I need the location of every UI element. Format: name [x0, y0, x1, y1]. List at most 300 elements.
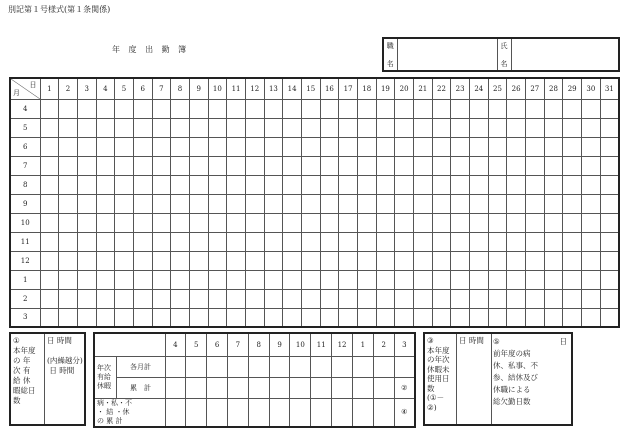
attendance-cell[interactable]: [96, 232, 115, 251]
attendance-cell[interactable]: [227, 194, 246, 213]
attendance-cell[interactable]: [301, 308, 320, 327]
attendance-cell[interactable]: [264, 213, 283, 232]
attendance-cell[interactable]: [301, 289, 320, 308]
attendance-cell[interactable]: [357, 118, 376, 137]
attendance-cell[interactable]: [208, 137, 227, 156]
attendance-cell[interactable]: [152, 270, 171, 289]
attendance-cell[interactable]: [227, 251, 246, 270]
attendance-cell[interactable]: [59, 118, 78, 137]
attendance-cell[interactable]: [40, 251, 59, 270]
summary-cell[interactable]: ②: [394, 377, 415, 398]
attendance-cell[interactable]: [451, 232, 470, 251]
attendance-cell[interactable]: [507, 194, 526, 213]
attendance-cell[interactable]: [451, 308, 470, 327]
summary-cell[interactable]: [332, 356, 353, 377]
attendance-cell[interactable]: [376, 289, 395, 308]
attendance-cell[interactable]: [600, 99, 619, 118]
attendance-cell[interactable]: [115, 251, 134, 270]
attendance-cell[interactable]: [469, 232, 488, 251]
summary-cell[interactable]: [248, 356, 269, 377]
attendance-cell[interactable]: [563, 232, 582, 251]
attendance-cell[interactable]: [357, 99, 376, 118]
attendance-cell[interactable]: [115, 213, 134, 232]
attendance-cell[interactable]: [563, 156, 582, 175]
attendance-cell[interactable]: [507, 156, 526, 175]
attendance-cell[interactable]: [488, 175, 507, 194]
summary-cell[interactable]: [207, 356, 228, 377]
attendance-cell[interactable]: [469, 289, 488, 308]
attendance-cell[interactable]: [264, 308, 283, 327]
attendance-cell[interactable]: [171, 175, 190, 194]
attendance-cell[interactable]: [357, 251, 376, 270]
summary-cell[interactable]: [290, 398, 311, 427]
attendance-cell[interactable]: [395, 289, 414, 308]
attendance-cell[interactable]: [600, 213, 619, 232]
attendance-cell[interactable]: [451, 118, 470, 137]
attendance-cell[interactable]: [77, 118, 96, 137]
attendance-cell[interactable]: [152, 137, 171, 156]
attendance-cell[interactable]: [357, 308, 376, 327]
attendance-cell[interactable]: [152, 156, 171, 175]
attendance-cell[interactable]: [96, 270, 115, 289]
attendance-cell[interactable]: [189, 99, 208, 118]
attendance-cell[interactable]: [432, 232, 451, 251]
attendance-cell[interactable]: [395, 251, 414, 270]
attendance-cell[interactable]: [283, 289, 302, 308]
attendance-cell[interactable]: [581, 308, 600, 327]
attendance-cell[interactable]: [77, 308, 96, 327]
attendance-cell[interactable]: [171, 118, 190, 137]
attendance-cell[interactable]: [115, 270, 134, 289]
attendance-cell[interactable]: [133, 118, 152, 137]
summary-cell[interactable]: [165, 377, 186, 398]
attendance-cell[interactable]: [115, 99, 134, 118]
attendance-cell[interactable]: [96, 308, 115, 327]
attendance-cell[interactable]: [469, 137, 488, 156]
attendance-cell[interactable]: [171, 213, 190, 232]
attendance-cell[interactable]: [451, 194, 470, 213]
attendance-cell[interactable]: [40, 289, 59, 308]
attendance-cell[interactable]: [264, 137, 283, 156]
attendance-cell[interactable]: [301, 99, 320, 118]
attendance-cell[interactable]: [488, 118, 507, 137]
summary-cell[interactable]: [207, 398, 228, 427]
attendance-cell[interactable]: [208, 99, 227, 118]
attendance-cell[interactable]: [264, 118, 283, 137]
attendance-cell[interactable]: [301, 232, 320, 251]
attendance-cell[interactable]: [600, 232, 619, 251]
attendance-cell[interactable]: [208, 156, 227, 175]
attendance-cell[interactable]: [208, 118, 227, 137]
attendance-cell[interactable]: [301, 194, 320, 213]
attendance-cell[interactable]: [301, 156, 320, 175]
attendance-cell[interactable]: [413, 251, 432, 270]
attendance-cell[interactable]: [208, 232, 227, 251]
attendance-cell[interactable]: [264, 175, 283, 194]
attendance-cell[interactable]: [488, 194, 507, 213]
attendance-cell[interactable]: [208, 289, 227, 308]
attendance-cell[interactable]: [133, 270, 152, 289]
attendance-cell[interactable]: [189, 289, 208, 308]
attendance-cell[interactable]: [264, 99, 283, 118]
attendance-cell[interactable]: [320, 175, 339, 194]
attendance-cell[interactable]: [395, 232, 414, 251]
attendance-cell[interactable]: [357, 137, 376, 156]
attendance-cell[interactable]: [245, 137, 264, 156]
attendance-cell[interactable]: [189, 308, 208, 327]
attendance-cell[interactable]: [96, 175, 115, 194]
attendance-cell[interactable]: [77, 251, 96, 270]
attendance-cell[interactable]: [96, 194, 115, 213]
attendance-cell[interactable]: [171, 289, 190, 308]
attendance-cell[interactable]: [395, 118, 414, 137]
attendance-cell[interactable]: [432, 99, 451, 118]
summary-cell[interactable]: [165, 398, 186, 427]
attendance-cell[interactable]: [96, 213, 115, 232]
attendance-cell[interactable]: [40, 175, 59, 194]
attendance-cell[interactable]: [152, 308, 171, 327]
attendance-cell[interactable]: [189, 270, 208, 289]
attendance-cell[interactable]: [544, 289, 563, 308]
attendance-cell[interactable]: [40, 118, 59, 137]
attendance-cell[interactable]: [264, 270, 283, 289]
attendance-cell[interactable]: [469, 156, 488, 175]
attendance-cell[interactable]: [581, 156, 600, 175]
attendance-cell[interactable]: [320, 137, 339, 156]
attendance-cell[interactable]: [376, 251, 395, 270]
attendance-cell[interactable]: [40, 156, 59, 175]
attendance-cell[interactable]: [488, 232, 507, 251]
attendance-cell[interactable]: [245, 118, 264, 137]
attendance-cell[interactable]: [77, 137, 96, 156]
attendance-cell[interactable]: [413, 175, 432, 194]
attendance-cell[interactable]: [320, 156, 339, 175]
attendance-cell[interactable]: [357, 270, 376, 289]
attendance-cell[interactable]: [40, 137, 59, 156]
attendance-cell[interactable]: [525, 251, 544, 270]
attendance-cell[interactable]: [339, 232, 358, 251]
summary-cell[interactable]: [311, 398, 332, 427]
annual-leave-total-value[interactable]: [47, 336, 87, 376]
attendance-cell[interactable]: [581, 137, 600, 156]
attendance-cell[interactable]: [283, 137, 302, 156]
attendance-cell[interactable]: [133, 137, 152, 156]
attendance-cell[interactable]: [115, 232, 134, 251]
attendance-cell[interactable]: [283, 194, 302, 213]
attendance-cell[interactable]: [245, 156, 264, 175]
attendance-cell[interactable]: [469, 99, 488, 118]
attendance-cell[interactable]: [525, 308, 544, 327]
attendance-cell[interactable]: [376, 137, 395, 156]
summary-cell[interactable]: [248, 377, 269, 398]
attendance-cell[interactable]: [488, 308, 507, 327]
attendance-cell[interactable]: [432, 118, 451, 137]
attendance-cell[interactable]: [432, 213, 451, 232]
attendance-cell[interactable]: [488, 156, 507, 175]
attendance-cell[interactable]: [301, 175, 320, 194]
attendance-cell[interactable]: [413, 118, 432, 137]
attendance-cell[interactable]: [600, 289, 619, 308]
attendance-cell[interactable]: [115, 289, 134, 308]
attendance-cell[interactable]: [525, 137, 544, 156]
attendance-cell[interactable]: [320, 194, 339, 213]
attendance-cell[interactable]: [563, 308, 582, 327]
attendance-cell[interactable]: [544, 175, 563, 194]
attendance-cell[interactable]: [544, 270, 563, 289]
attendance-cell[interactable]: [152, 99, 171, 118]
attendance-cell[interactable]: [581, 232, 600, 251]
attendance-cell[interactable]: [544, 137, 563, 156]
attendance-cell[interactable]: [395, 156, 414, 175]
attendance-cell[interactable]: [544, 251, 563, 270]
summary-cell[interactable]: [373, 356, 394, 377]
attendance-cell[interactable]: [301, 213, 320, 232]
summary-cell[interactable]: [269, 377, 290, 398]
attendance-cell[interactable]: [320, 251, 339, 270]
attendance-cell[interactable]: [40, 232, 59, 251]
attendance-cell[interactable]: [301, 118, 320, 137]
attendance-cell[interactable]: [507, 137, 526, 156]
attendance-cell[interactable]: [77, 99, 96, 118]
attendance-cell[interactable]: [544, 118, 563, 137]
attendance-cell[interactable]: [488, 270, 507, 289]
summary-cell[interactable]: [186, 356, 207, 377]
attendance-cell[interactable]: [171, 156, 190, 175]
summary-cell[interactable]: [207, 377, 228, 398]
attendance-cell[interactable]: [357, 232, 376, 251]
summary-cell[interactable]: [352, 377, 373, 398]
attendance-cell[interactable]: [115, 308, 134, 327]
attendance-cell[interactable]: [320, 99, 339, 118]
attendance-cell[interactable]: [283, 99, 302, 118]
attendance-cell[interactable]: [451, 99, 470, 118]
attendance-cell[interactable]: [507, 251, 526, 270]
attendance-cell[interactable]: [376, 175, 395, 194]
attendance-cell[interactable]: [320, 118, 339, 137]
attendance-cell[interactable]: [581, 118, 600, 137]
attendance-cell[interactable]: [507, 213, 526, 232]
attendance-cell[interactable]: [469, 118, 488, 137]
attendance-cell[interactable]: [357, 156, 376, 175]
attendance-cell[interactable]: [451, 270, 470, 289]
summary-cell[interactable]: [290, 356, 311, 377]
attendance-cell[interactable]: [77, 270, 96, 289]
attendance-cell[interactable]: [432, 137, 451, 156]
attendance-cell[interactable]: [488, 137, 507, 156]
summary-cell[interactable]: ④: [394, 398, 415, 427]
attendance-cell[interactable]: [395, 308, 414, 327]
attendance-cell[interactable]: [395, 175, 414, 194]
unused-leave-value[interactable]: 日 時間: [459, 336, 484, 345]
attendance-cell[interactable]: [115, 175, 134, 194]
attendance-cell[interactable]: [563, 175, 582, 194]
attendance-cell[interactable]: [581, 289, 600, 308]
attendance-cell[interactable]: [563, 99, 582, 118]
attendance-cell[interactable]: [413, 270, 432, 289]
attendance-cell[interactable]: [77, 194, 96, 213]
summary-cell[interactable]: [165, 356, 186, 377]
attendance-cell[interactable]: [171, 99, 190, 118]
attendance-cell[interactable]: [245, 289, 264, 308]
attendance-cell[interactable]: [245, 308, 264, 327]
attendance-cell[interactable]: [525, 270, 544, 289]
attendance-cell[interactable]: [451, 251, 470, 270]
attendance-cell[interactable]: [227, 118, 246, 137]
attendance-cell[interactable]: [96, 156, 115, 175]
attendance-cell[interactable]: [301, 251, 320, 270]
attendance-cell[interactable]: [171, 251, 190, 270]
attendance-cell[interactable]: [40, 99, 59, 118]
attendance-cell[interactable]: [171, 137, 190, 156]
attendance-cell[interactable]: [245, 270, 264, 289]
attendance-cell[interactable]: [395, 99, 414, 118]
attendance-cell[interactable]: [96, 251, 115, 270]
attendance-cell[interactable]: [488, 289, 507, 308]
attendance-cell[interactable]: [320, 308, 339, 327]
attendance-cell[interactable]: [563, 194, 582, 213]
attendance-cell[interactable]: [133, 289, 152, 308]
attendance-cell[interactable]: [59, 251, 78, 270]
attendance-cell[interactable]: [189, 118, 208, 137]
attendance-cell[interactable]: [227, 175, 246, 194]
attendance-cell[interactable]: [563, 213, 582, 232]
attendance-cell[interactable]: [413, 289, 432, 308]
attendance-cell[interactable]: [600, 175, 619, 194]
attendance-cell[interactable]: [59, 99, 78, 118]
attendance-cell[interactable]: [432, 194, 451, 213]
attendance-cell[interactable]: [96, 99, 115, 118]
attendance-cell[interactable]: [283, 308, 302, 327]
summary-cell[interactable]: [290, 377, 311, 398]
attendance-cell[interactable]: [600, 118, 619, 137]
attendance-cell[interactable]: [413, 232, 432, 251]
attendance-cell[interactable]: [525, 194, 544, 213]
summary-cell[interactable]: [248, 398, 269, 427]
attendance-cell[interactable]: [469, 270, 488, 289]
attendance-cell[interactable]: [189, 137, 208, 156]
attendance-cell[interactable]: [507, 99, 526, 118]
attendance-cell[interactable]: [339, 251, 358, 270]
attendance-cell[interactable]: [451, 137, 470, 156]
attendance-cell[interactable]: [432, 308, 451, 327]
attendance-cell[interactable]: [376, 118, 395, 137]
attendance-cell[interactable]: [320, 270, 339, 289]
attendance-cell[interactable]: [227, 213, 246, 232]
attendance-cell[interactable]: [395, 270, 414, 289]
attendance-cell[interactable]: [152, 175, 171, 194]
attendance-cell[interactable]: [59, 270, 78, 289]
attendance-cell[interactable]: [133, 99, 152, 118]
attendance-cell[interactable]: [77, 289, 96, 308]
attendance-cell[interactable]: [59, 213, 78, 232]
attendance-cell[interactable]: [525, 156, 544, 175]
attendance-cell[interactable]: [115, 137, 134, 156]
attendance-cell[interactable]: [96, 289, 115, 308]
attendance-cell[interactable]: [171, 308, 190, 327]
attendance-cell[interactable]: [227, 308, 246, 327]
attendance-cell[interactable]: [152, 232, 171, 251]
attendance-cell[interactable]: [339, 118, 358, 137]
attendance-cell[interactable]: [469, 194, 488, 213]
attendance-cell[interactable]: [339, 156, 358, 175]
attendance-cell[interactable]: [544, 194, 563, 213]
attendance-cell[interactable]: [283, 270, 302, 289]
attendance-cell[interactable]: [488, 213, 507, 232]
attendance-cell[interactable]: [40, 194, 59, 213]
attendance-cell[interactable]: [40, 213, 59, 232]
attendance-cell[interactable]: [208, 175, 227, 194]
attendance-cell[interactable]: [283, 118, 302, 137]
attendance-cell[interactable]: [245, 194, 264, 213]
attendance-cell[interactable]: [525, 175, 544, 194]
attendance-cell[interactable]: [413, 213, 432, 232]
attendance-cell[interactable]: [245, 175, 264, 194]
attendance-cell[interactable]: [208, 213, 227, 232]
attendance-cell[interactable]: [189, 175, 208, 194]
attendance-cell[interactable]: [59, 175, 78, 194]
attendance-cell[interactable]: [96, 118, 115, 137]
summary-cell[interactable]: [227, 377, 248, 398]
attendance-cell[interactable]: [413, 194, 432, 213]
attendance-cell[interactable]: [432, 175, 451, 194]
attendance-cell[interactable]: [283, 232, 302, 251]
attendance-cell[interactable]: [133, 156, 152, 175]
attendance-cell[interactable]: [115, 156, 134, 175]
attendance-cell[interactable]: [283, 156, 302, 175]
attendance-cell[interactable]: [469, 308, 488, 327]
attendance-cell[interactable]: [189, 213, 208, 232]
summary-cell[interactable]: [352, 356, 373, 377]
position-field[interactable]: [397, 38, 497, 71]
summary-cell[interactable]: [227, 356, 248, 377]
attendance-cell[interactable]: [171, 194, 190, 213]
attendance-cell[interactable]: [395, 194, 414, 213]
attendance-cell[interactable]: [563, 251, 582, 270]
attendance-cell[interactable]: [152, 213, 171, 232]
attendance-cell[interactable]: [320, 213, 339, 232]
attendance-cell[interactable]: [208, 270, 227, 289]
attendance-cell[interactable]: [245, 251, 264, 270]
attendance-cell[interactable]: [525, 118, 544, 137]
attendance-cell[interactable]: [227, 232, 246, 251]
attendance-cell[interactable]: [563, 289, 582, 308]
attendance-cell[interactable]: [469, 213, 488, 232]
attendance-cell[interactable]: [432, 156, 451, 175]
summary-cell[interactable]: [269, 356, 290, 377]
attendance-cell[interactable]: [133, 308, 152, 327]
attendance-cell[interactable]: [376, 308, 395, 327]
attendance-cell[interactable]: [451, 175, 470, 194]
summary-cell[interactable]: [269, 398, 290, 427]
attendance-cell[interactable]: [507, 175, 526, 194]
attendance-cell[interactable]: [413, 137, 432, 156]
attendance-cell[interactable]: [59, 137, 78, 156]
attendance-cell[interactable]: [339, 194, 358, 213]
attendance-cell[interactable]: [544, 99, 563, 118]
attendance-cell[interactable]: [339, 175, 358, 194]
attendance-cell[interactable]: [77, 175, 96, 194]
attendance-cell[interactable]: [581, 99, 600, 118]
attendance-cell[interactable]: [581, 270, 600, 289]
attendance-cell[interactable]: [600, 270, 619, 289]
attendance-cell[interactable]: [245, 99, 264, 118]
attendance-cell[interactable]: [77, 232, 96, 251]
attendance-cell[interactable]: [339, 270, 358, 289]
attendance-cell[interactable]: [59, 232, 78, 251]
attendance-cell[interactable]: [544, 213, 563, 232]
attendance-cell[interactable]: [264, 251, 283, 270]
attendance-cell[interactable]: [507, 118, 526, 137]
